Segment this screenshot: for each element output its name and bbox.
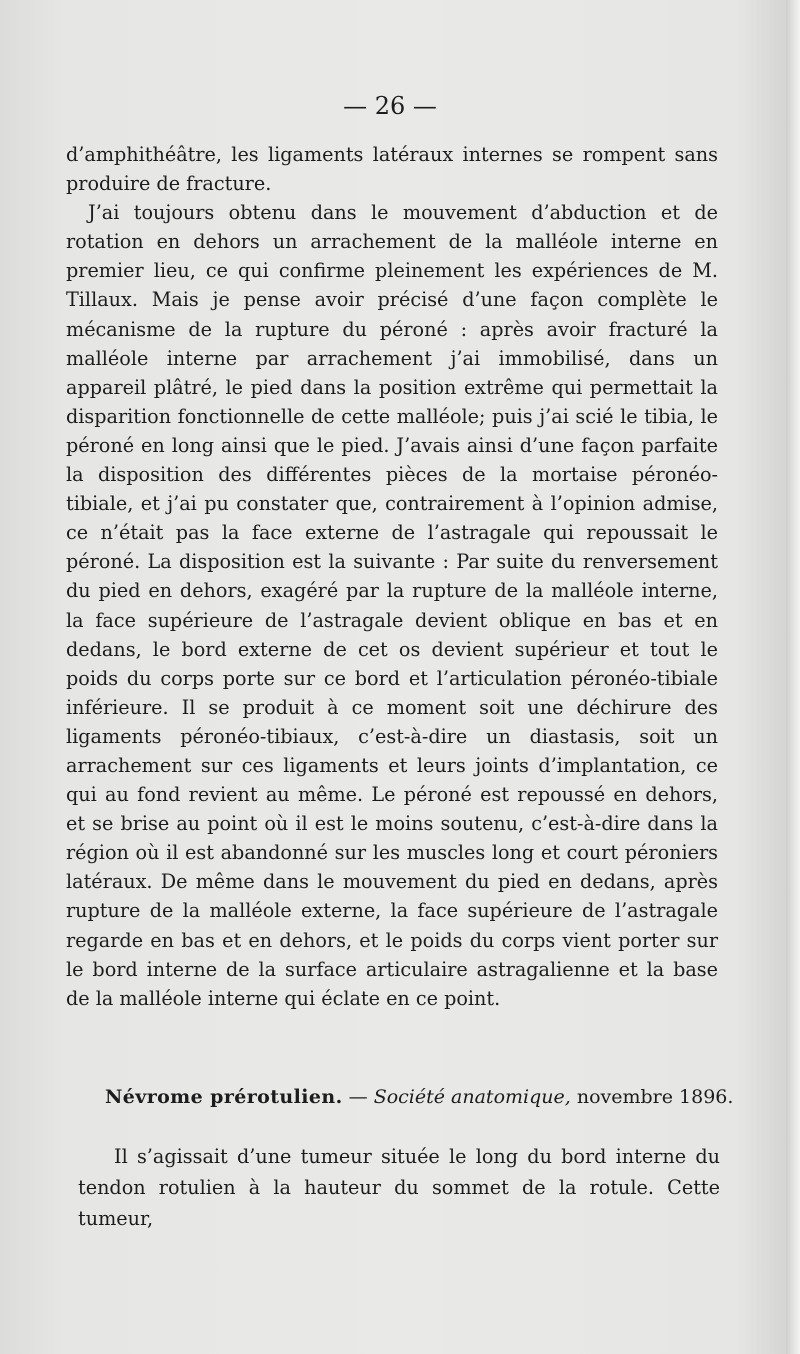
section-heading [105, 1086, 745, 1108]
section-text-block [78, 1141, 720, 1234]
section-date: novembre 1896. [570, 1086, 734, 1108]
main-text-block [66, 140, 718, 1013]
paragraph-mechanism: J’ai toujours obtenu dans le mouvement d’abduction et de rotation en dehors un arrachement de la malléole interne en premier lieu, ce qui confirme pleinement les expériences de M. Tillaux. Mais je pense avoir précisé d’une façon complète le mécanisme de la rupture du péroné : après avoir fracturé la malléole interne par arrachement j’ai immobilisé, dans un appareil plâtré, le pied dans la position extrême qui permettait la disparition fonctionnelle de cette malléole; puis j’ai scié le tibia, le péroné en long ainsi que le pied. J’avais ainsi d’une façon parfaite la disposition des différentes pièces de la mortaise péronéo-tibiale, et j’ai pu constater que, contrairement à l’opinion admise, ce n’était pas la face externe de l’astragale qui repoussait le péroné. La disposition est la suivante : Par suite du renversement du pied en dehors, exagéré par la rupture de la malléole interne, la face supérieure de l’astragale devient oblique en bas et en dedans, le bord externe de cet os devient supérieur et tout le poids du corps porte sur ce bord et l’articulation péronéo-tibiale inférieure. Il se produit à ce moment soit une déchirure des ligaments péronéo-tibiaux, c’est-à-dire un diastasis, soit un arrachement sur ces ligaments et leurs joints d’implantation, ce qui au fond revient au même. Le péroné est repoussé en dehors, et se brise au point où il est le moins soutenu, c’est-à-dire dans la région où il est abandonné sur les muscles long et court péroniers latéraux. De même dans le mouvement du pied en dedans, après rupture de la malléole externe, la face supérieure de l’astragale regarde en bas et en dehors, et le poids du corps vient porter sur le bord interne de la surface articulaire astragalienne et la base de la malléole interne qui éclate en ce point. [66, 201, 718, 1010]
page-edge-shadow [786, 0, 800, 1354]
section-dash: — [342, 1086, 374, 1108]
section-society: Société anatomique, [373, 1086, 571, 1108]
section-title: Névrome prérotulien. [105, 1086, 343, 1108]
paragraph-continuation: d’amphithéâtre, les ligaments latéraux internes se rompent sans produire de fracture. [66, 143, 718, 196]
paragraph-tumor: Il s’agissait d’une tumeur située le long du bord interne du tendon rotulien à la hauteur du sommet de la rotule. Cette tumeur, [78, 1145, 720, 1230]
page-number: — 26 — [343, 92, 437, 120]
